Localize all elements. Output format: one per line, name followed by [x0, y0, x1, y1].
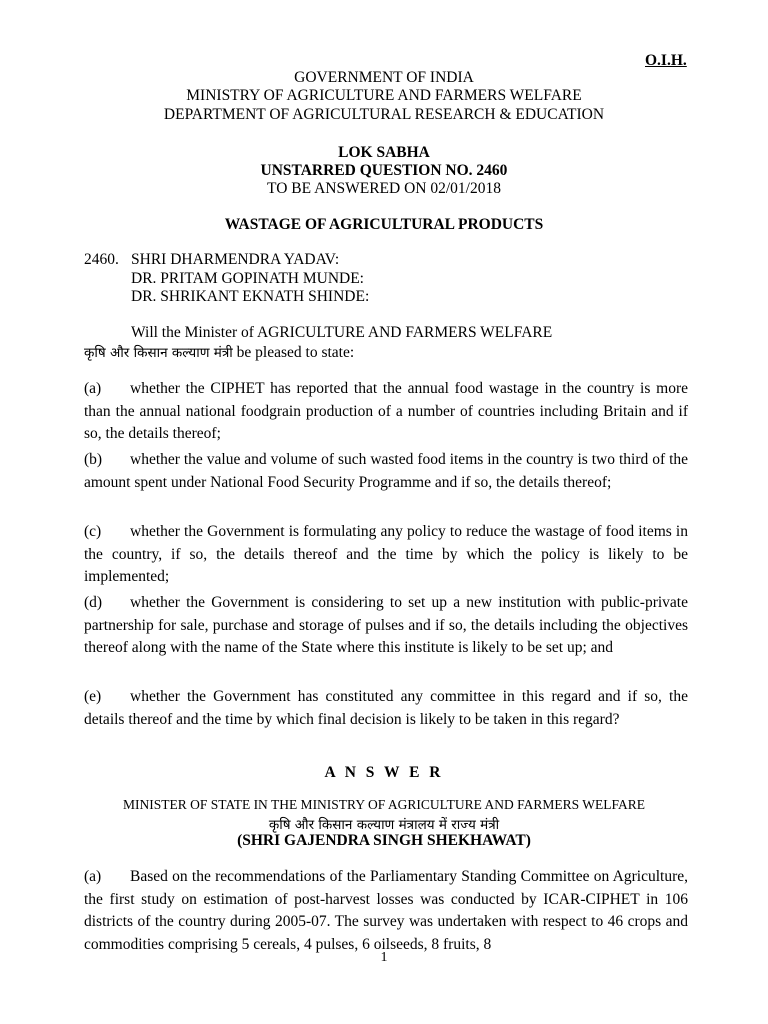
minister-title-hindi: कृषि और किसान कल्याण मंत्री [84, 345, 233, 361]
question-part [84, 592, 688, 660]
asker-name: SHRI DHARMENDRA YADAV: [131, 251, 340, 268]
asker-name: DR. SHRIKANT EKNATH SHINDE: [131, 288, 370, 305]
question-label: (e) [84, 688, 102, 705]
house-name: LOK SABHA [338, 144, 430, 161]
question-label: (d) [84, 594, 103, 611]
minister-designation: MINISTER OF STATE IN THE MINISTRY OF AGRICULTURE AND FARMERS WELFARE [123, 797, 645, 812]
question-text: whether the Government is formulating any policy to reduce the wastage of food items in the country, if so, the details thereof and the time by which the policy is likely to be implemented; [84, 523, 688, 585]
minister-designation-hindi: कृषि और किसान कल्याण मंत्रालय में राज्य मंत्री [268, 817, 500, 833]
question-text: whether the value and volume of such wasted food items in the country is two third of the amount spent under National Food Security Programme and if so, the details thereof; [84, 451, 688, 491]
question-text: whether the Government is considering to set up a new institution with public-private partnership for sale, purchase and storage of pulses and if so, the details including the objectives thereof along with the name of the State where this institute is likely to be set up; and [84, 594, 688, 656]
answer-date: TO BE ANSWERED ON 02/01/2018 [267, 180, 501, 197]
question-subject: WASTAGE OF AGRICULTURAL PRODUCTS [224, 216, 544, 233]
answer-part [84, 866, 688, 956]
answer-text: Based on the recommendations of the Parliamentary Standing Committee on Agriculture, the first study on estimation of post-harvest losses was conducted by ICAR-CIPHET in 106 districts of the country during 2005-07. The survey was undertaken with respect to 46 crops and commodities comprising 5 cereals, 4 pulses, 6 oilseeds, 8 fruits, 8 [84, 868, 688, 953]
question-part [84, 449, 688, 494]
question-part [84, 521, 688, 589]
asker-name: DR. PRITAM GOPINATH MUNDE: [131, 270, 364, 287]
question-serial: 2460. [84, 251, 119, 268]
page-number: 1 [380, 950, 388, 965]
header-department: DEPARTMENT OF AGRICULTURAL RESEARCH & EDUCATION [163, 106, 605, 123]
question-label: (b) [84, 451, 103, 468]
oih-mark: O.I.H. [645, 52, 687, 69]
question-text: whether the CIPHET has reported that the annual food wastage in the country is more than the annual national foodgrain production of a number of countries including Britain and if so, the details thereof; [84, 380, 688, 442]
question-label: (a) [84, 380, 102, 397]
question-part [84, 686, 688, 731]
question-number: UNSTARRED QUESTION NO. 2460 [260, 162, 508, 179]
question-part [84, 378, 688, 446]
answer-label: (a) [84, 868, 102, 885]
question-text: whether the Government has constituted any committee in this regard and if so, the details thereof and the time by which final decision is likely to be taken in this regard? [84, 688, 688, 728]
intro-line-hindi [84, 343, 354, 362]
intro-line: Will the Minister of AGRICULTURE AND FARMERS WELFARE [131, 324, 553, 341]
header-government: GOVERNMENT OF INDIA [294, 69, 474, 86]
question-label: (c) [84, 523, 102, 540]
intro-line-rest: be pleased to state: [232, 344, 355, 361]
header-ministry: MINISTRY OF AGRICULTURE AND FARMERS WELFARE [186, 87, 582, 104]
answer-heading: A N S W E R [324, 764, 444, 781]
minister-name: (SHRI GAJENDRA SINGH SHEKHAWAT) [237, 832, 531, 849]
